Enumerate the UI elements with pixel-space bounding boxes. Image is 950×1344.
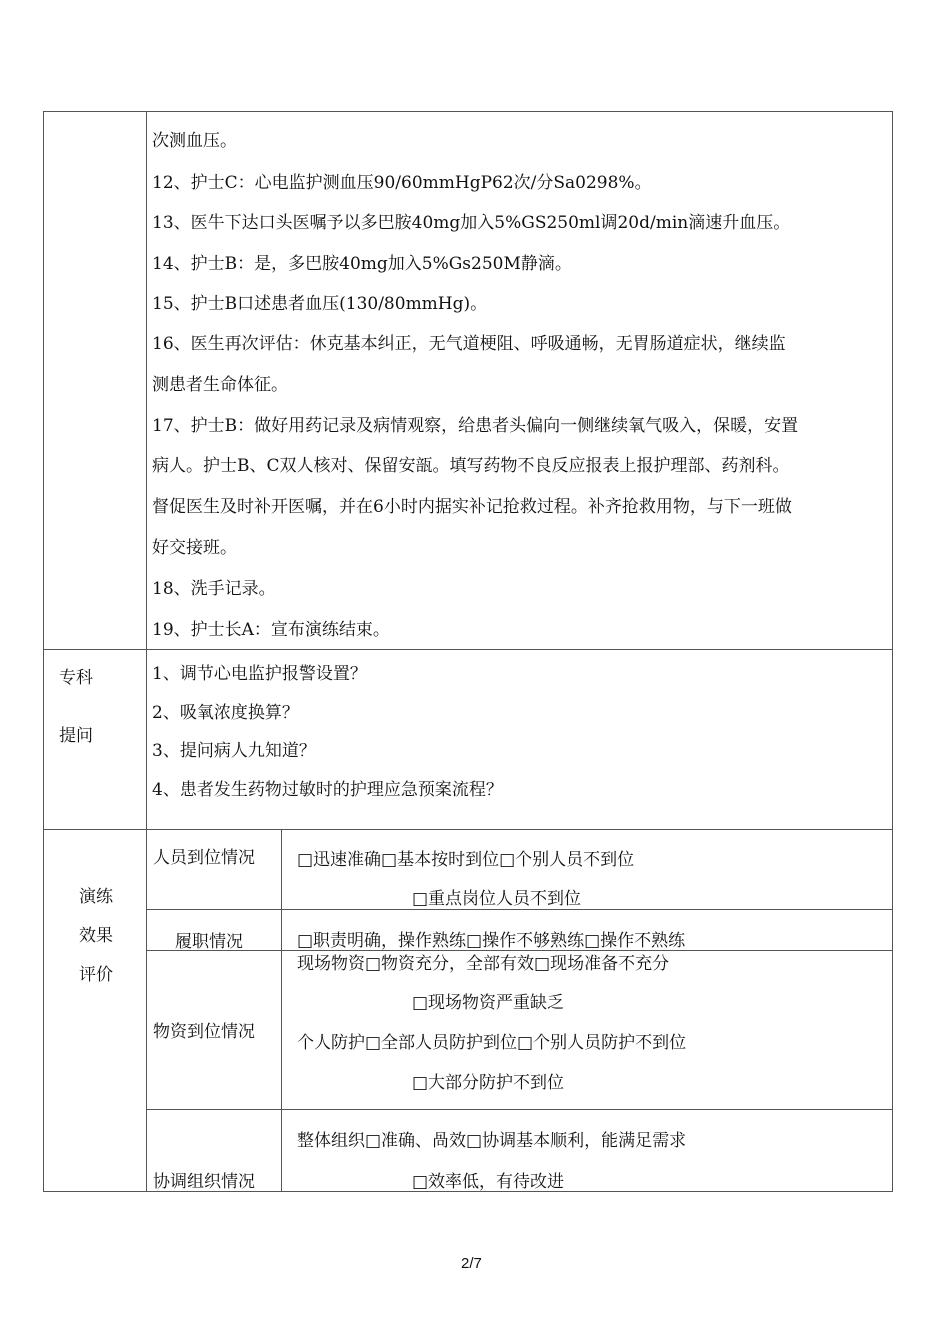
procedure-line: 18、洗手记录。 — [152, 579, 276, 599]
procedure-line: 16、医生再次评估：休克基本纠正，无气道梗阻、呼吸通畅，无胃肠道症状，继续监 — [152, 334, 786, 354]
procedure-line: 17、护士B：做好用药记录及病情观察，给患者头偏向一侧继续氧气吸入，保暖，安置 — [152, 416, 799, 436]
procedure-line: 15、护士B口述患者血压(130/80mmHg)。 — [152, 294, 488, 314]
evaluation-label: 效果 — [79, 926, 113, 946]
procedure-line: 19、护士长A：宣布演练结束。 — [152, 620, 390, 640]
evaluation-option-line: 现场物资□物资充分，全部有效□现场准备不充分 — [297, 954, 670, 974]
row-divider — [43, 649, 893, 650]
evaluation-label: 演练 — [79, 887, 113, 907]
evaluation-row-name: 物资到位情况 — [153, 1022, 255, 1042]
evaluation-option-line: □职责明确，操作熟练□操作不够熟练□操作不熟练 — [297, 931, 686, 951]
evaluation-option-line: □迅速准确□基本按时到位□个别人员不到位 — [297, 850, 635, 870]
question-item: 3、提问病人九知道？ — [152, 741, 316, 761]
evaluation-row-name: 协调组织情况 — [153, 1172, 255, 1192]
evaluation-option-line: □现场物资严重缺乏 — [412, 993, 565, 1013]
question-item: 2、吸氧浓度换算？ — [152, 703, 299, 723]
column-divider — [146, 111, 147, 1192]
evaluation-label: 评价 — [79, 965, 113, 985]
page-number: 2/7 — [461, 1255, 482, 1272]
procedure-line: 12、护士C：心电监护测血压90/60mmHgP62次/分Sa0298%。 — [152, 173, 652, 193]
evaluation-row-name: 履职情况 — [175, 932, 243, 952]
evaluation-option-line: □重点岗位人员不到位 — [412, 889, 582, 909]
procedure-line: 14、护士B：是，多巴胺40mg加入5%Gs250M静滴。 — [152, 254, 572, 274]
evaluation-option-line: 整体组织□准确、咼效□协调基本顺利，能满足需求 — [297, 1131, 687, 1151]
procedure-line: 好交接班。 — [152, 538, 237, 558]
procedure-line: 13、医牛下达口头医嘱予以多巴胺40mg加入5%GS250ml调20d/min滴速升血压。 — [152, 213, 791, 233]
procedure-line: 病人。护士B、C双人核对、保留安瓿。填写药物不良反应报表上报护理部、药剂科。 — [152, 456, 790, 476]
question-item: 4、患者发生药物过敏时的护理应急预案流程？ — [152, 780, 503, 800]
column-divider — [281, 829, 282, 1192]
row-divider — [146, 909, 893, 910]
question-item: 1、调节心电监护报警设置？ — [152, 664, 367, 684]
evaluation-option-line: 个人防护□全部人员防护到位□个别人员防护不到位 — [297, 1033, 687, 1053]
procedure-line: 督促医生及时补开医嘱，并在6小时内据实补记抢救过程。补齐抢救用物，与下一班做 — [152, 497, 792, 517]
procedure-line: 次测血压。 — [152, 131, 237, 151]
procedure-line: 测患者生命体征。 — [152, 375, 288, 395]
row-divider — [146, 1109, 893, 1110]
evaluation-row-name: 人员到位情况 — [153, 848, 255, 868]
row-divider — [43, 829, 893, 830]
questions-label: 提问 — [59, 726, 93, 746]
questions-label: 专科 — [59, 668, 93, 688]
evaluation-option-line: □大部分防护不到位 — [412, 1073, 565, 1093]
evaluation-option-line: □效率低，有待改进 — [412, 1172, 565, 1192]
